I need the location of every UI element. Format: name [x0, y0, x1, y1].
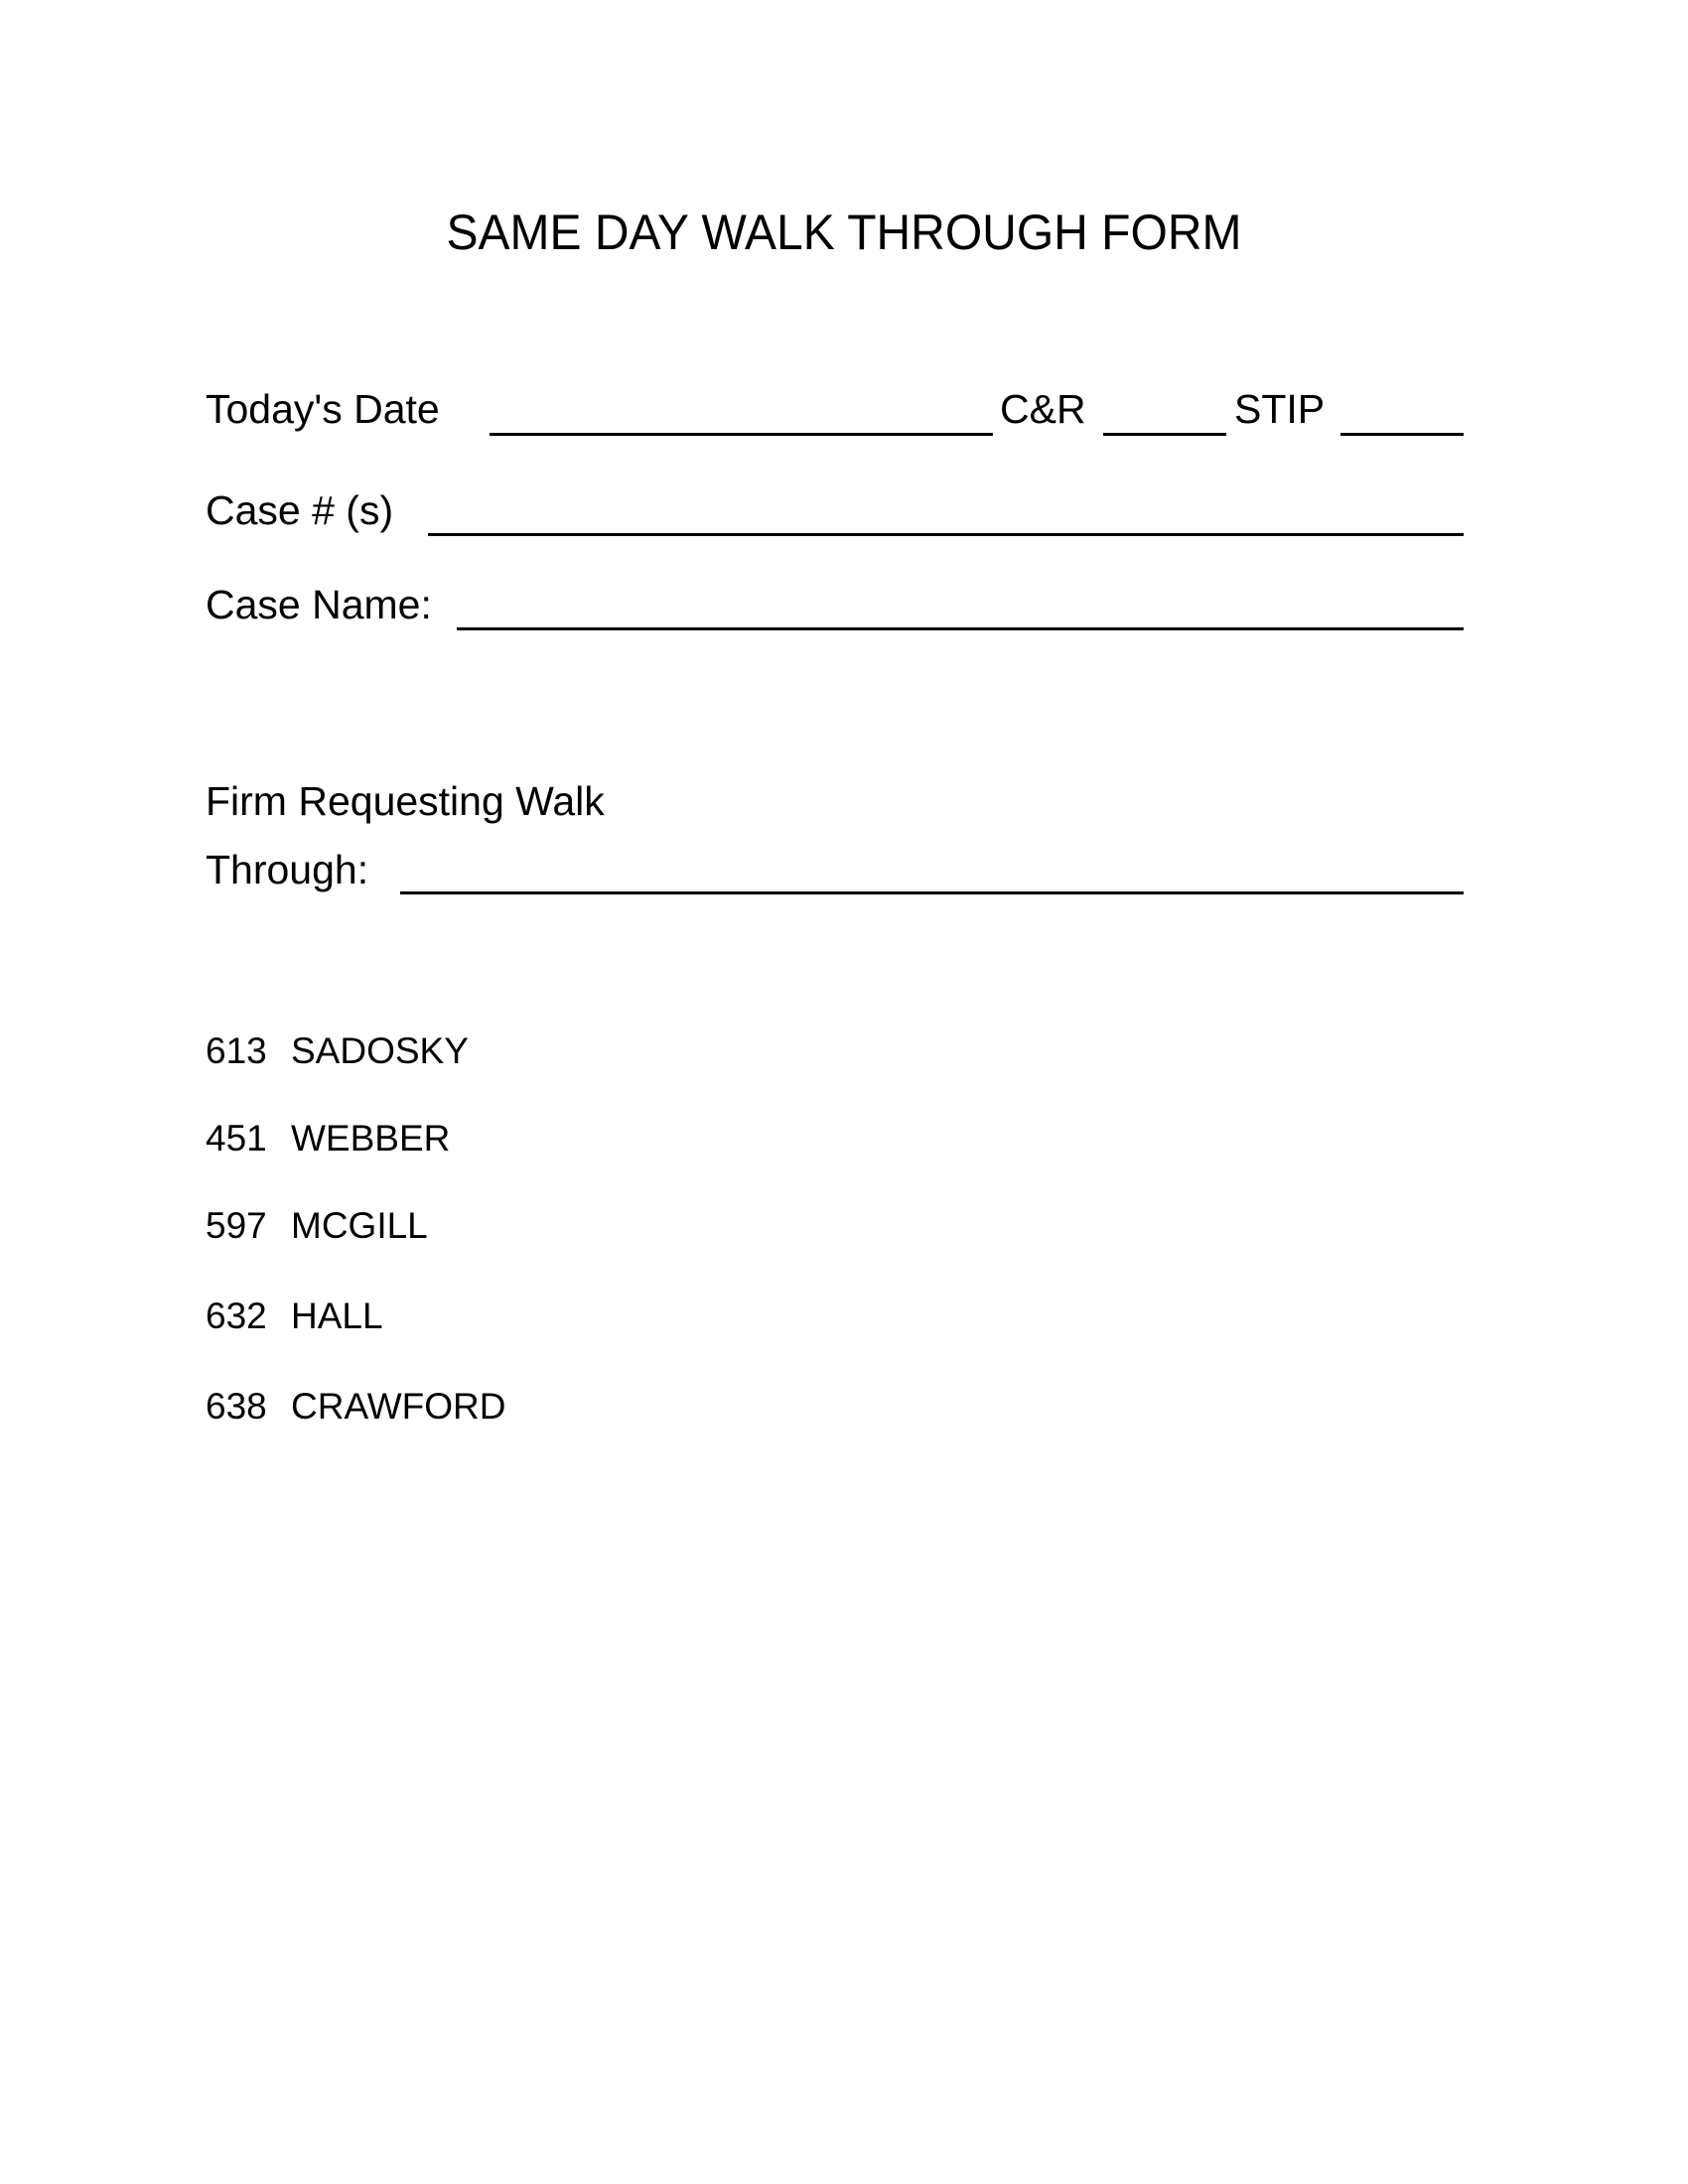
c-and-r-field[interactable]: [1103, 433, 1226, 436]
case-numbers-label: Case # (s): [206, 487, 394, 533]
list-item-name: WEBBER: [291, 1118, 451, 1159]
page-title: SAME DAY WALK THROUGH FORM: [446, 205, 1242, 260]
todays-date-field[interactable]: [490, 433, 993, 436]
list-item-name: SADOSKY: [291, 1030, 469, 1071]
list-item-number: 613: [206, 1030, 267, 1071]
firm-requesting-field[interactable]: [400, 891, 1464, 894]
list-item-number: 451: [206, 1118, 267, 1159]
stip-field[interactable]: [1340, 433, 1464, 436]
list-item-number: 597: [206, 1205, 267, 1246]
case-numbers-field[interactable]: [428, 533, 1464, 536]
todays-date-label: Today's Date: [206, 386, 440, 432]
stip-label: STIP: [1234, 386, 1326, 432]
list-item-name: HALL: [291, 1296, 383, 1336]
firm-requesting-label-line2: Through:: [206, 847, 369, 892]
case-name-field[interactable]: [457, 627, 1464, 630]
list-item-number: 638: [206, 1386, 267, 1427]
c-and-r-label: C&R: [1000, 386, 1086, 432]
firm-requesting-label-line1: Firm Requesting Walk: [206, 778, 605, 824]
list-item-name: CRAWFORD: [291, 1386, 506, 1427]
list-item-number: 632: [206, 1296, 267, 1336]
case-name-label: Case Name:: [206, 582, 432, 627]
list-item-name: MCGILL: [291, 1205, 428, 1246]
